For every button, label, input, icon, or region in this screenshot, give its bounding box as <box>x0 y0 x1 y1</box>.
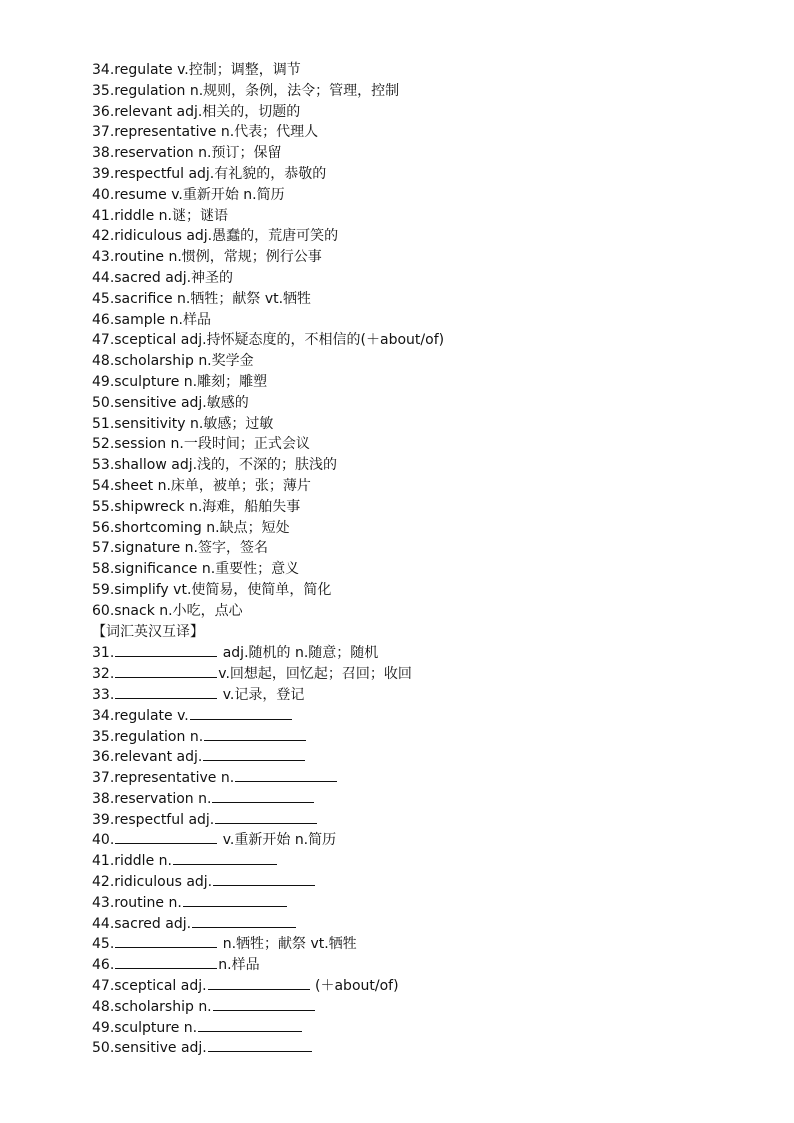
exercise-item <box>92 954 752 975</box>
item-prompt: v.回想起，回忆起；召回；收回 <box>218 666 412 683</box>
item-prompt: adj.随机的 n.随意；随机 <box>218 645 379 662</box>
answer-blank[interactable] <box>173 850 277 865</box>
vocab-entry: 60.snack n.小吃，点心 <box>92 602 243 619</box>
exercise-item <box>92 871 752 892</box>
item-number: 40. <box>92 832 115 849</box>
exercise-item <box>92 892 752 913</box>
vocab-entry: 35.regulation n.规则，条例，法令；管理，控制 <box>92 82 400 99</box>
answer-blank[interactable] <box>115 933 217 948</box>
exercise-item <box>92 913 752 934</box>
answer-blank[interactable] <box>115 954 217 969</box>
exercise-item <box>92 1037 752 1058</box>
item-prompt: 44.sacred adj. <box>92 915 192 932</box>
exercise-item <box>92 933 752 954</box>
vocab-entry: 58.significance n.重要性；意义 <box>92 561 300 578</box>
exercise-item <box>92 788 752 809</box>
item-number: 31. <box>92 645 115 662</box>
answer-blank[interactable] <box>215 809 317 824</box>
exercise-item <box>92 663 752 684</box>
exercise-item <box>92 767 752 788</box>
answer-blank[interactable] <box>115 829 217 844</box>
answer-blank[interactable] <box>213 871 315 886</box>
vocab-entry: 46.sample n.样品 <box>92 311 211 328</box>
item-prompt: (＋about/of) <box>310 978 399 995</box>
item-prompt: 39.respectful adj. <box>92 811 215 828</box>
exercise-item <box>92 809 752 830</box>
vocab-entry: 57.signature n.签字，签名 <box>92 540 268 557</box>
item-prompt: v.重新开始 n.简历 <box>218 832 337 849</box>
item-prompt: 41.riddle n. <box>92 853 172 870</box>
vocab-entry: 54.sheet n.床单，被单；张；薄片 <box>92 477 311 494</box>
worksheet-page <box>92 60 752 1058</box>
item-prompt: 34.regulate v. <box>92 707 189 724</box>
item-number: 45. <box>92 936 115 953</box>
item-prompt: 49.sculpture n. <box>92 1019 198 1036</box>
item-prompt: n.样品 <box>218 957 260 974</box>
item-prompt: 42.ridiculous adj. <box>92 874 213 891</box>
vocab-entry: 40.resume v.重新开始 n.简历 <box>92 186 285 203</box>
vocab-entry: 53.shallow adj.浅的，不深的；肤浅的 <box>92 457 338 474</box>
answer-blank[interactable] <box>115 642 217 657</box>
answer-blank[interactable] <box>190 705 292 720</box>
item-prompt: 38.reservation n. <box>92 790 212 807</box>
answer-blank[interactable] <box>115 684 217 699</box>
answer-blank[interactable] <box>192 913 296 928</box>
vocab-entry: 48.scholarship n.奖学金 <box>92 353 254 370</box>
exercise-item <box>92 726 752 747</box>
vocab-entry: 59.simplify vt.使简易，使简单，简化 <box>92 581 332 598</box>
answer-blank[interactable] <box>198 1017 302 1032</box>
vocab-entry: 51.sensitivity n.敏感；过敏 <box>92 415 274 432</box>
answer-blank[interactable] <box>235 767 337 782</box>
item-prompt: 43.routine n. <box>92 894 182 911</box>
vocab-entry: 41.riddle n.谜；谜语 <box>92 207 228 224</box>
exercise-item <box>92 705 752 726</box>
vocab-entry: 44.sacred adj.神圣的 <box>92 269 234 286</box>
answer-blank[interactable] <box>208 975 310 990</box>
vocab-entry: 37.representative n.代表；代理人 <box>92 124 319 141</box>
answer-blank[interactable] <box>183 892 287 907</box>
item-number: 33. <box>92 686 115 703</box>
exercise-item <box>92 829 752 850</box>
exercise-item <box>92 746 752 767</box>
item-prompt: 50.sensitive adj. <box>92 1040 207 1057</box>
vocab-entry: 56.shortcoming n.缺点；短处 <box>92 519 290 536</box>
vocab-entry: 47.sceptical adj.持怀疑态度的，不相信的(＋about/of) <box>92 332 445 349</box>
item-prompt: 37.representative n. <box>92 770 235 787</box>
answer-blank[interactable] <box>203 746 305 761</box>
section-title: 【词汇英汉互译】 <box>92 623 204 640</box>
exercise-item <box>92 642 752 663</box>
vocab-entry: 49.sculpture n.雕刻；雕塑 <box>92 373 268 390</box>
vocab-entry: 36.relevant adj.相关的，切题的 <box>92 103 301 120</box>
item-number: 46. <box>92 957 115 974</box>
answer-blank[interactable] <box>115 663 217 678</box>
answer-blank[interactable] <box>208 1037 312 1052</box>
vocab-entry: 45.sacrifice n.牺牲；献祭 vt.牺牲 <box>92 290 312 307</box>
exercise-item <box>92 850 752 871</box>
answer-blank[interactable] <box>213 996 315 1011</box>
exercise-item <box>92 1017 752 1038</box>
answer-blank[interactable] <box>212 788 314 803</box>
vocab-entry: 42.ridiculous adj.愚蠢的，荒唐可笑的 <box>92 228 339 245</box>
item-prompt: 48.scholarship n. <box>92 998 212 1015</box>
exercise-item <box>92 684 752 705</box>
item-prompt: v.记录，登记 <box>218 686 305 703</box>
vocab-entry: 39.respectful adj.有礼貌的，恭敬的 <box>92 165 327 182</box>
item-prompt: 36.relevant adj. <box>92 749 203 766</box>
item-prompt: 35.regulation n. <box>92 728 204 745</box>
item-number: 32. <box>92 666 115 683</box>
exercise-item <box>92 975 752 996</box>
vocab-entry: 43.routine n.惯例，常规；例行公事 <box>92 249 322 266</box>
vocab-entry: 34.regulate v.控制；调整，调节 <box>92 62 301 78</box>
exercise-item <box>92 996 752 1017</box>
item-prompt: n.牺牲；献祭 vt.牺牲 <box>218 936 357 953</box>
item-prompt: 47.sceptical adj. <box>92 978 207 995</box>
vocab-entry: 38.reservation n.预订；保留 <box>92 145 282 162</box>
vocab-entry: 52.session n.一段时间；正式会议 <box>92 436 310 453</box>
vocab-entry: 55.shipwreck n.海难，船舶失事 <box>92 498 301 515</box>
answer-blank[interactable] <box>204 726 306 741</box>
vocab-entry: 50.sensitive adj.敏感的 <box>92 394 249 411</box>
